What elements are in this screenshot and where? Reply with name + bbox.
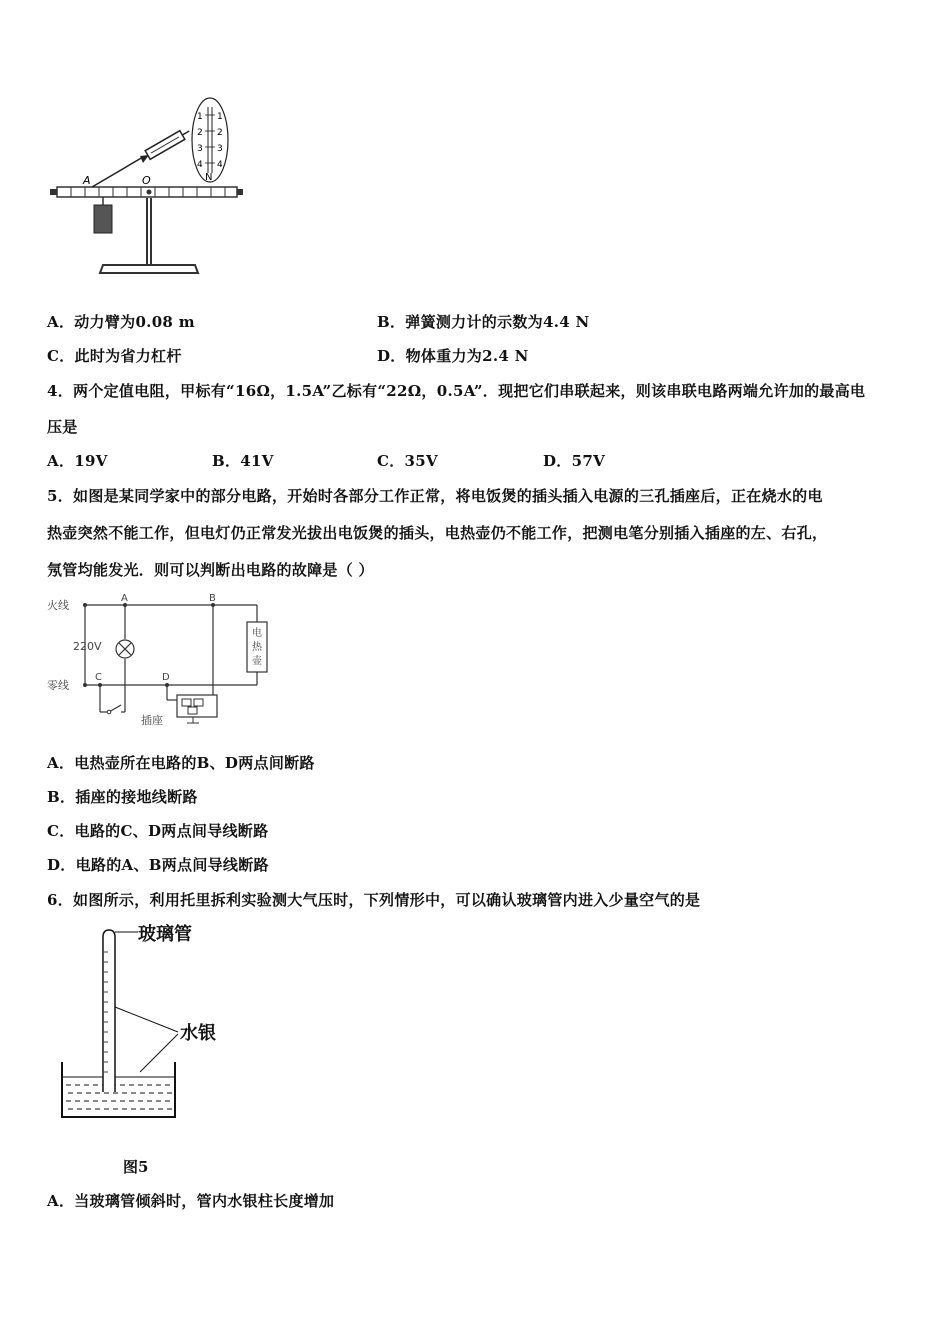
neutral-wire-label: 零线 xyxy=(47,679,69,692)
scale-right-1: 1 xyxy=(217,112,223,122)
q5-option-d: D．电路的A、B两点间导线断路 xyxy=(47,856,269,874)
q4-stem-line2: 压是 xyxy=(47,418,78,436)
voltage-label: 220V xyxy=(73,640,102,653)
q5-option-a: A．电热壶所在电路的B、D两点间断路 xyxy=(47,754,315,772)
circuit-figure xyxy=(45,592,275,732)
label-o: O xyxy=(142,174,151,187)
q3-option-b: B．弹簧测力计的示数为4.4 N xyxy=(377,313,590,331)
torricelli-figure xyxy=(50,922,250,1132)
mercury-label: 水银 xyxy=(180,1023,216,1044)
kettle-char-2: 热 xyxy=(252,642,262,653)
q3-option-c: C．此时为省力杠杆 xyxy=(47,347,182,365)
kettle-char-1: 电 xyxy=(252,628,262,639)
q4-stem-line1: 4．两个定值电阻，甲标有“16Ω，1.5A”乙标有“22Ω，0.5A”．现把它们串联起来，则该串联电路两端允许加的最高电 xyxy=(47,382,866,400)
q5-stem-line1: 5．如图是某同学家中的部分电路，开始时各部分工作正常，将电饭煲的插头插入电源的三孔插座后，正在烧水的电 xyxy=(47,487,823,505)
q6-stem-line1: 6．如图所示，利用托里拆利实验测大气压时，下列情形中，可以确认玻璃管内进入少量空气的是 xyxy=(47,891,701,909)
scale-right-4: 4 xyxy=(217,160,223,170)
q4-option-a: A．19V xyxy=(47,452,108,470)
scale-left-3: 3 xyxy=(197,144,203,154)
q5-option-c: C．电路的C、D两点间导线断路 xyxy=(47,822,269,840)
socket-label: 插座 xyxy=(141,714,163,727)
kettle-char-3: 壶 xyxy=(252,656,262,667)
live-wire-label: 火线 xyxy=(47,599,69,612)
q4-option-c: C．35V xyxy=(377,452,438,470)
q5-option-b: B．插座的接地线断路 xyxy=(47,788,198,806)
scale-right-2: 2 xyxy=(217,128,223,138)
scale-left-1: 1 xyxy=(197,112,203,122)
q5-stem-line3: 氖管均能发光．则可以判断出电路的故障是（ ） xyxy=(47,561,374,579)
point-b-label: B xyxy=(209,593,216,604)
q5-stem-line2: 热壶突然不能工作，但电灯仍正常发光拔出电饭煲的插头，电热壶仍不能工作，把测电笔分别插入插座的左、右孔， xyxy=(47,524,828,542)
point-d-label: D xyxy=(162,672,170,683)
q4-option-d: D．57V xyxy=(543,452,606,470)
tube-label: 玻璃管 xyxy=(138,924,192,945)
label-a: A xyxy=(83,174,91,187)
point-c-label: C xyxy=(95,672,102,683)
point-a-label: A xyxy=(121,593,128,604)
q3-option-a: A．动力臂为0.08 m xyxy=(47,313,195,331)
scale-left-4: 4 xyxy=(197,160,203,170)
figure-caption: 图5 xyxy=(123,1158,149,1176)
label-n: N xyxy=(205,172,213,183)
q3-option-d: D．物体重力为2.4 N xyxy=(377,347,529,365)
lever-figure xyxy=(45,95,245,280)
scale-right-3: 3 xyxy=(217,144,223,154)
q4-option-b: B．41V xyxy=(212,452,274,470)
q6-option-a: A．当玻璃管倾斜时，管内水银柱长度增加 xyxy=(47,1192,335,1210)
scale-left-2: 2 xyxy=(197,128,203,138)
